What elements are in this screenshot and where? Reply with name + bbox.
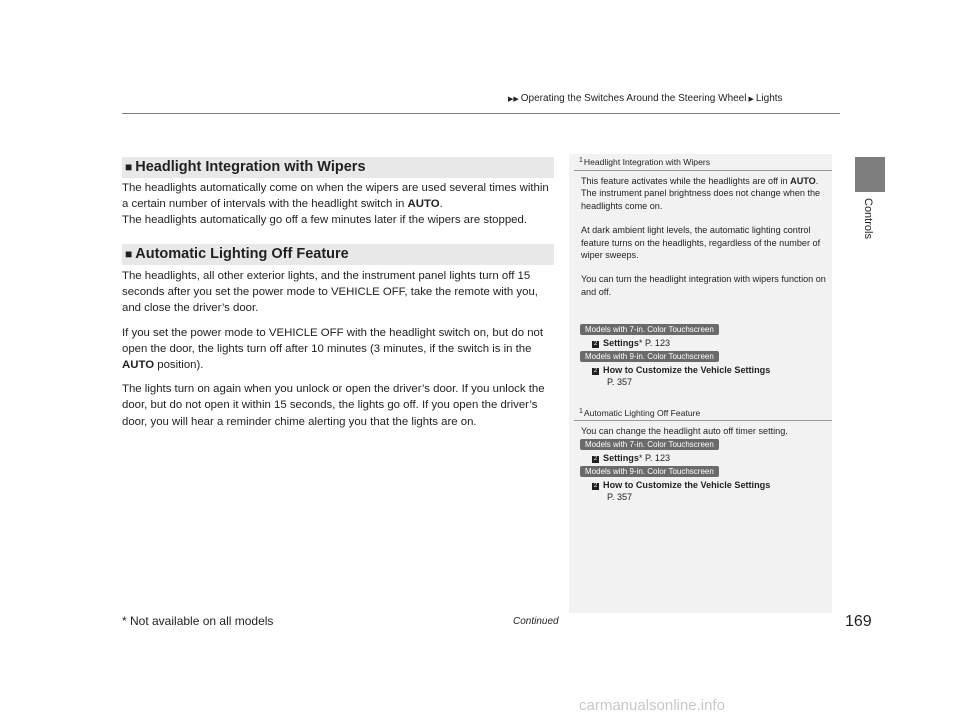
note-title-wipers: $^1$Headlight Integration with Wipers	[579, 157, 711, 167]
header-divider	[122, 113, 840, 114]
note-body-auto-off	[581, 425, 827, 437]
section-heading-text: Automatic Lighting Off Feature	[135, 246, 349, 262]
breadcrumb-item-section: Operating the Switches Around the Steering Wheel	[520, 93, 747, 104]
section-heading-wipers	[122, 157, 554, 178]
reference-arrow-icon: 2	[593, 368, 598, 374]
model-badge-9in: Models with 9-in. Color Touchscreen	[580, 466, 719, 477]
note-paragraph: At dark ambient light levels, the automatic lighting control feature turns on the headlights, regardless of the number of wiper sweeps.	[581, 225, 821, 261]
note-title-auto-off: $^1$Automatic Lighting Off Feature	[579, 408, 701, 418]
note-number-icon: 1	[579, 408, 583, 415]
section-heading-auto-off	[122, 244, 554, 265]
note-paragraph: This feature activates while the headlights are off in AUTO.	[581, 176, 819, 186]
note-paragraph: You can change the headlight auto off timer setting.	[581, 426, 788, 436]
note-divider	[574, 170, 832, 171]
paragraph: The lights turn on again when you unlock or open the driver’s door. If you unlock the door, but do not open it within 15 seconds, the lights go off. If you open the driver’s door, you will hear a reminder chime alerting you that the lights are on.	[122, 383, 545, 428]
section-heading-text: Headlight Integration with Wipers	[135, 159, 366, 175]
note-paragraph: The instrument panel brightness does not change when the headlights come on.	[581, 188, 821, 211]
paragraph: The headlights automatically go off a few minutes later if the wipers are stopped.	[122, 214, 528, 227]
xref-customize-link[interactable]: 2 How to Customize the Vehicle Settings P. 357	[593, 365, 771, 388]
reference-arrow-icon: 2	[593, 456, 598, 462]
breadcrumb-arrow-icon: ▶▶	[508, 96, 519, 103]
note-divider	[574, 420, 832, 421]
watermark: carmanualsonline.info	[579, 697, 725, 714]
section-body-wipers	[122, 180, 558, 229]
xref-settings-link[interactable]: 2 Settings* P. 123	[593, 338, 671, 348]
square-bullet-icon: ■	[125, 160, 133, 174]
reference-arrow-icon: 2	[593, 483, 598, 489]
xref-customize-link[interactable]: 2 How to Customize the Vehicle Settings P. 357	[593, 480, 771, 503]
page-number: 169	[845, 613, 872, 630]
breadcrumb-item-topic: Lights	[755, 93, 783, 104]
model-badge-7in: Models with 7-in. Color Touchscreen	[580, 439, 719, 450]
continued-label: Continued	[513, 616, 559, 627]
breadcrumb-arrow-icon: ▶	[748, 96, 754, 103]
paragraph: If you set the power mode to VEHICLE OFF with the headlight switch on, but do not open the door, the lights turn off after 10 minutes (3 minutes, if the switch is in the AUTO position).	[122, 326, 544, 372]
model-badge-7in: Models with 7-in. Color Touchscreen	[580, 324, 719, 335]
reference-arrow-icon: 2	[593, 341, 598, 347]
note-paragraph: You can turn the headlight integration with wipers function on and off.	[581, 274, 826, 297]
model-badge-9in: Models with 9-in. Color Touchscreen	[580, 351, 719, 362]
note-body-wipers	[581, 175, 827, 298]
paragraph: The headlights, all other exterior lights, and the instrument panel lights turn off 15 seconds after you set the power mode to VEHICLE OFF, take the remote with you, and close the driver’s door.	[122, 270, 538, 315]
chapter-tab-marker	[855, 157, 885, 192]
xref-settings-link[interactable]: 2 Settings* P. 123	[593, 453, 671, 463]
footnote: * Not available on all models	[122, 614, 274, 628]
chapter-tab-label: Controls	[862, 198, 874, 239]
square-bullet-icon: ■	[125, 247, 133, 261]
breadcrumb	[506, 93, 783, 104]
paragraph: The headlights automatically come on when the wipers are used several times within a certain number of intervals with the headlight switch in AUTO.	[122, 182, 549, 211]
section-body-auto-off	[122, 268, 558, 430]
note-number-icon: 1	[579, 157, 583, 164]
